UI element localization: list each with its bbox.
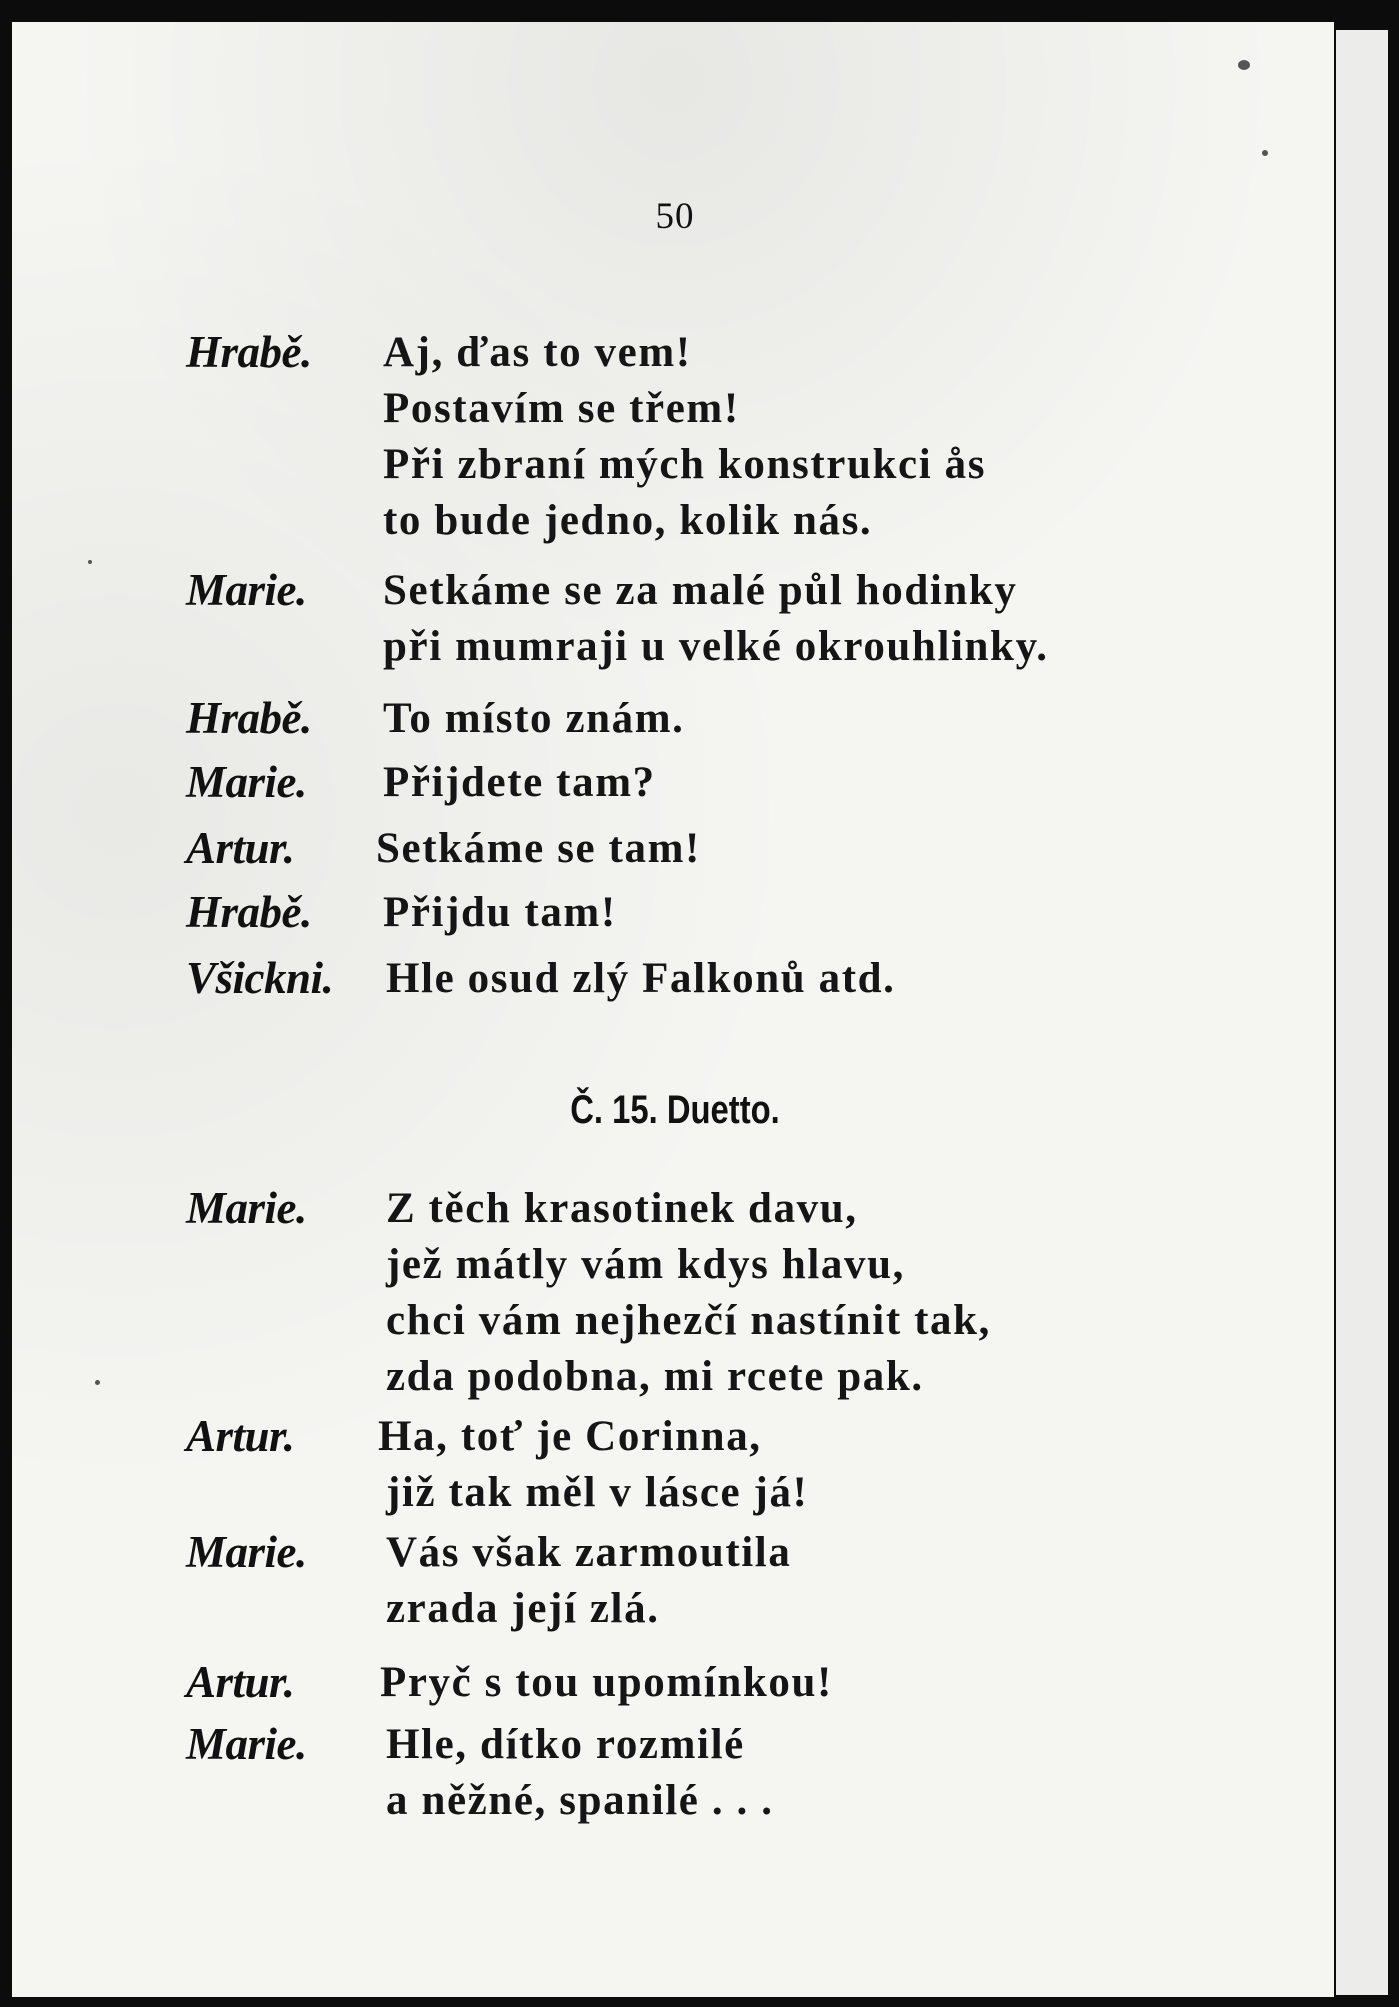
verse-line: zda podobna, mi rcete pak. <box>386 1353 924 1400</box>
speaker-label: Marie. <box>186 1183 307 1233</box>
verse-line: Aj, ďas to vem! <box>383 329 692 376</box>
verse-line: Z těch krasotinek davu, <box>386 1185 858 1232</box>
speaker-label: Marie. <box>186 1527 307 1577</box>
verse-line: Hle osud zlý Falkonů atd. <box>386 955 896 1002</box>
verse-line: Přijdu tam! <box>383 889 617 936</box>
verse-line: To místo znám. <box>383 695 685 742</box>
verse-line: již tak měl v lásce já! <box>386 1469 809 1516</box>
scan-speck <box>1238 60 1250 70</box>
speaker-label: Marie. <box>186 1719 307 1769</box>
verse-line: Setkáme se tam! <box>376 825 701 872</box>
verse-line: Vás však zarmoutila <box>386 1529 792 1576</box>
verse-line: to bude jedno, kolik nás. <box>383 497 873 544</box>
verse-line: Ha, toť je Corinna, <box>378 1413 762 1460</box>
verse-line: zrada její zlá. <box>386 1585 660 1632</box>
speaker-label: Marie. <box>186 757 307 807</box>
speaker-label: Hrabě. <box>186 887 312 937</box>
speaker-label: Artur. <box>186 1657 295 1707</box>
verse-line: Při zbraní mých konstrukci ås <box>383 441 987 488</box>
verse-line: při mumraji u velké okrouhlinky. <box>383 623 1049 670</box>
scan-speck <box>88 560 92 564</box>
page-number: 50 <box>655 196 695 237</box>
verse-line: a něžné, spanilé . . . <box>386 1777 774 1824</box>
speaker-label: Hrabě. <box>186 327 312 377</box>
scan-speck <box>95 1380 100 1385</box>
speaker-label: Artur. <box>186 823 295 873</box>
speaker-label: Artur. <box>186 1411 295 1461</box>
speaker-label: Marie. <box>186 565 307 615</box>
verse-line: Postavím se třem! <box>383 385 740 432</box>
verse-line: Přijdete tam? <box>383 759 656 806</box>
section-heading: Č. 15. Duetto. <box>570 1088 780 1132</box>
speaker-label: Hrabě. <box>186 693 312 743</box>
verse-line: Setkáme se za malé půl hodinky <box>383 567 1018 614</box>
verse-line: jež mátly vám kdys hlavu, <box>386 1241 905 1288</box>
speaker-label: Všickni. <box>186 953 334 1003</box>
verse-line: chci vám nejhezčí nastínit tak, <box>386 1297 991 1344</box>
verse-line: Hle, dítko rozmilé <box>386 1721 745 1768</box>
scan-speck <box>1262 150 1268 156</box>
verse-line: Pryč s tou upomínkou! <box>380 1659 833 1706</box>
page-edge <box>1336 30 1388 1995</box>
